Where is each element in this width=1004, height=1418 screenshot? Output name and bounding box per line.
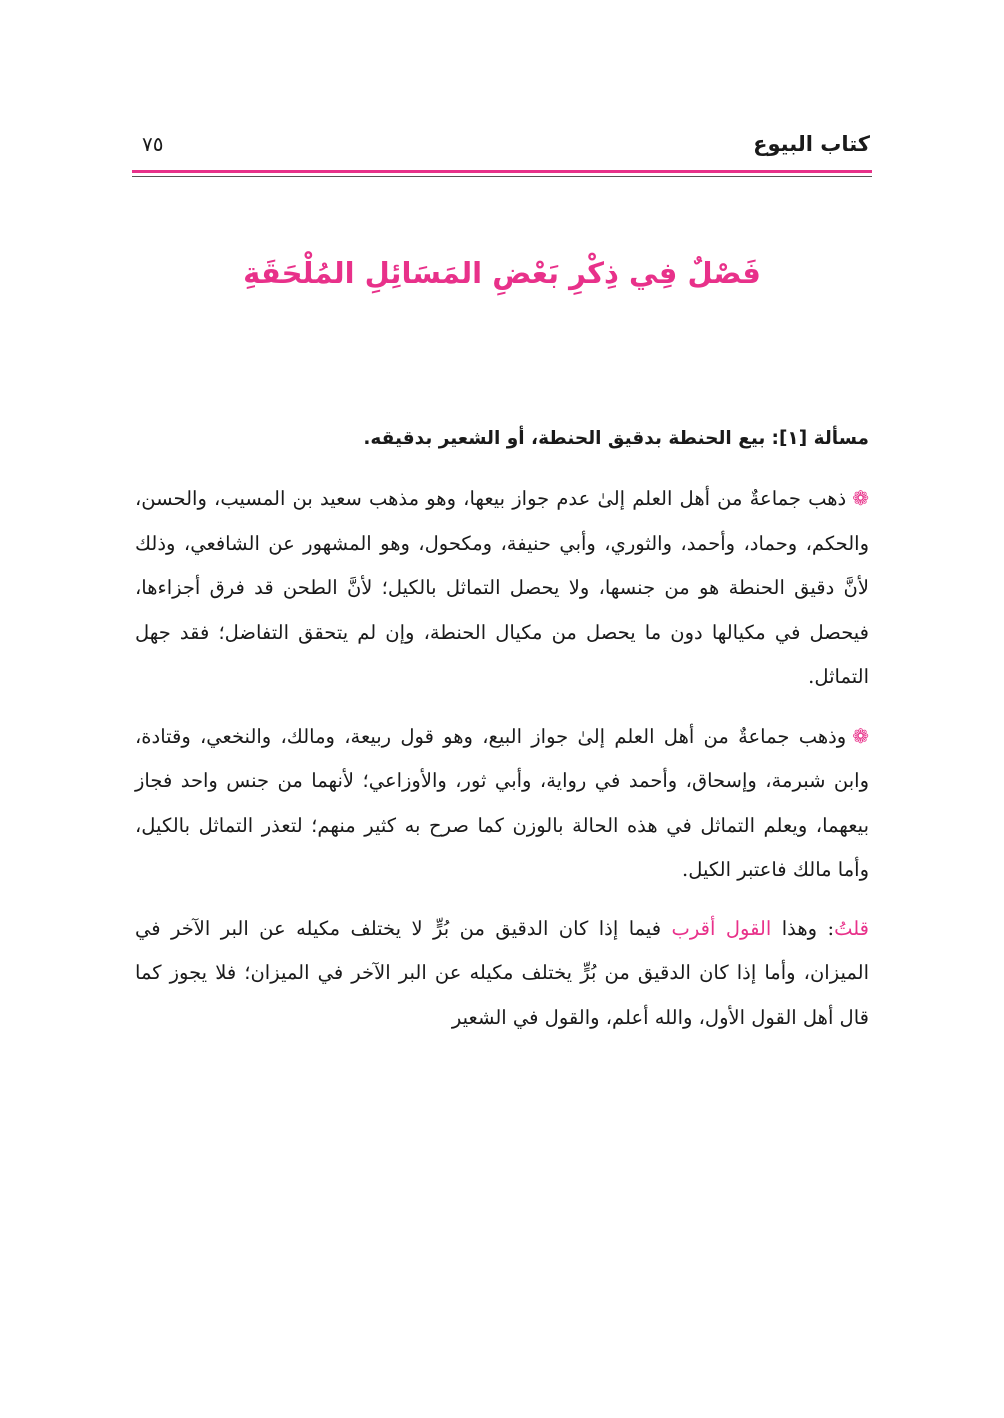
header-rule-accent [132,170,872,173]
page-number: ٧٥ [142,132,164,156]
qultu-label: قلتُ [834,916,869,940]
comment-text: فيما إذا كان الدقيق من بُرٍّ لا يختلف مكيله عن البر الآخر في الميزان، وأما إذا كان الدقيق من بُرٍّ يختلف مكيله عن البر الآخر في الميزان؛ فلا يجوز كما قال أهل القول الأول، والله أعلم، والقول في الشعير [135,916,869,1029]
header-rule-thin [132,176,872,177]
paragraph-text: ذهب جماعةٌ من أهل العلم إلىٰ عدم جواز بيعها، وهو مذهب سعيد بن المسيب، والحسن، والحكم، وحماد، وأحمد، والثوري، وأبي حنيفة، ومكحول، وهو المشهور عن الشافعي، وذلك لأنَّ دقيق الحنطة هو من جنسها، ولا يحصل التماثل بالكيل؛ لأنَّ الطحن قد فرق أجزاءها، فيحصل في مكيالها دون ما يحصل من مكيال الحنطة، وإن لم يتحقق التفاضل؛ فقد جهل التماثل. [135,487,869,688]
masala-label: مسألة [١]: [771,428,869,449]
masala-heading [135,416,869,460]
paragraph-second-opinion [135,714,869,893]
flower-bullet-icon: ❁ [852,723,869,748]
comment-intro: : وهذا [771,916,835,940]
flower-bullet-icon: ❁ [852,486,869,510]
page-body [135,416,869,1054]
page-header [132,128,872,168]
paragraph-author-comment [135,907,869,1041]
paragraph-text: وذهب جماعةٌ من أهل العلم إلىٰ جواز البيع، وهو قول ربيعة، ومالك، والنخعي، وقتادة، وابن شبرمة، وإسحاق، وأحمد في رواية، وأبي ثور، والأوزاعي؛ لأنهما من جنس واحد فجاز بيعهما، ويعلم التماثل في هذه الحالة بالوزن كما صرح به كثير منهم؛ لتعذر التماثل بالكيل، وأما مالك فاعتبر الكيل. [135,724,869,881]
masala-title: بيع الحنطة بدقيق الحنطة، أو الشعير بدقيقه. [363,428,766,449]
chapter-title: فَصْلٌ فِي ذِكْرِ بَعْضِ المَسَائِلِ المُلْحَقَةِ [243,256,761,290]
comment-highlight: القول أقرب [671,916,772,940]
paragraph-first-opinion [135,476,869,700]
running-head: كتاب البيوع [753,132,870,156]
